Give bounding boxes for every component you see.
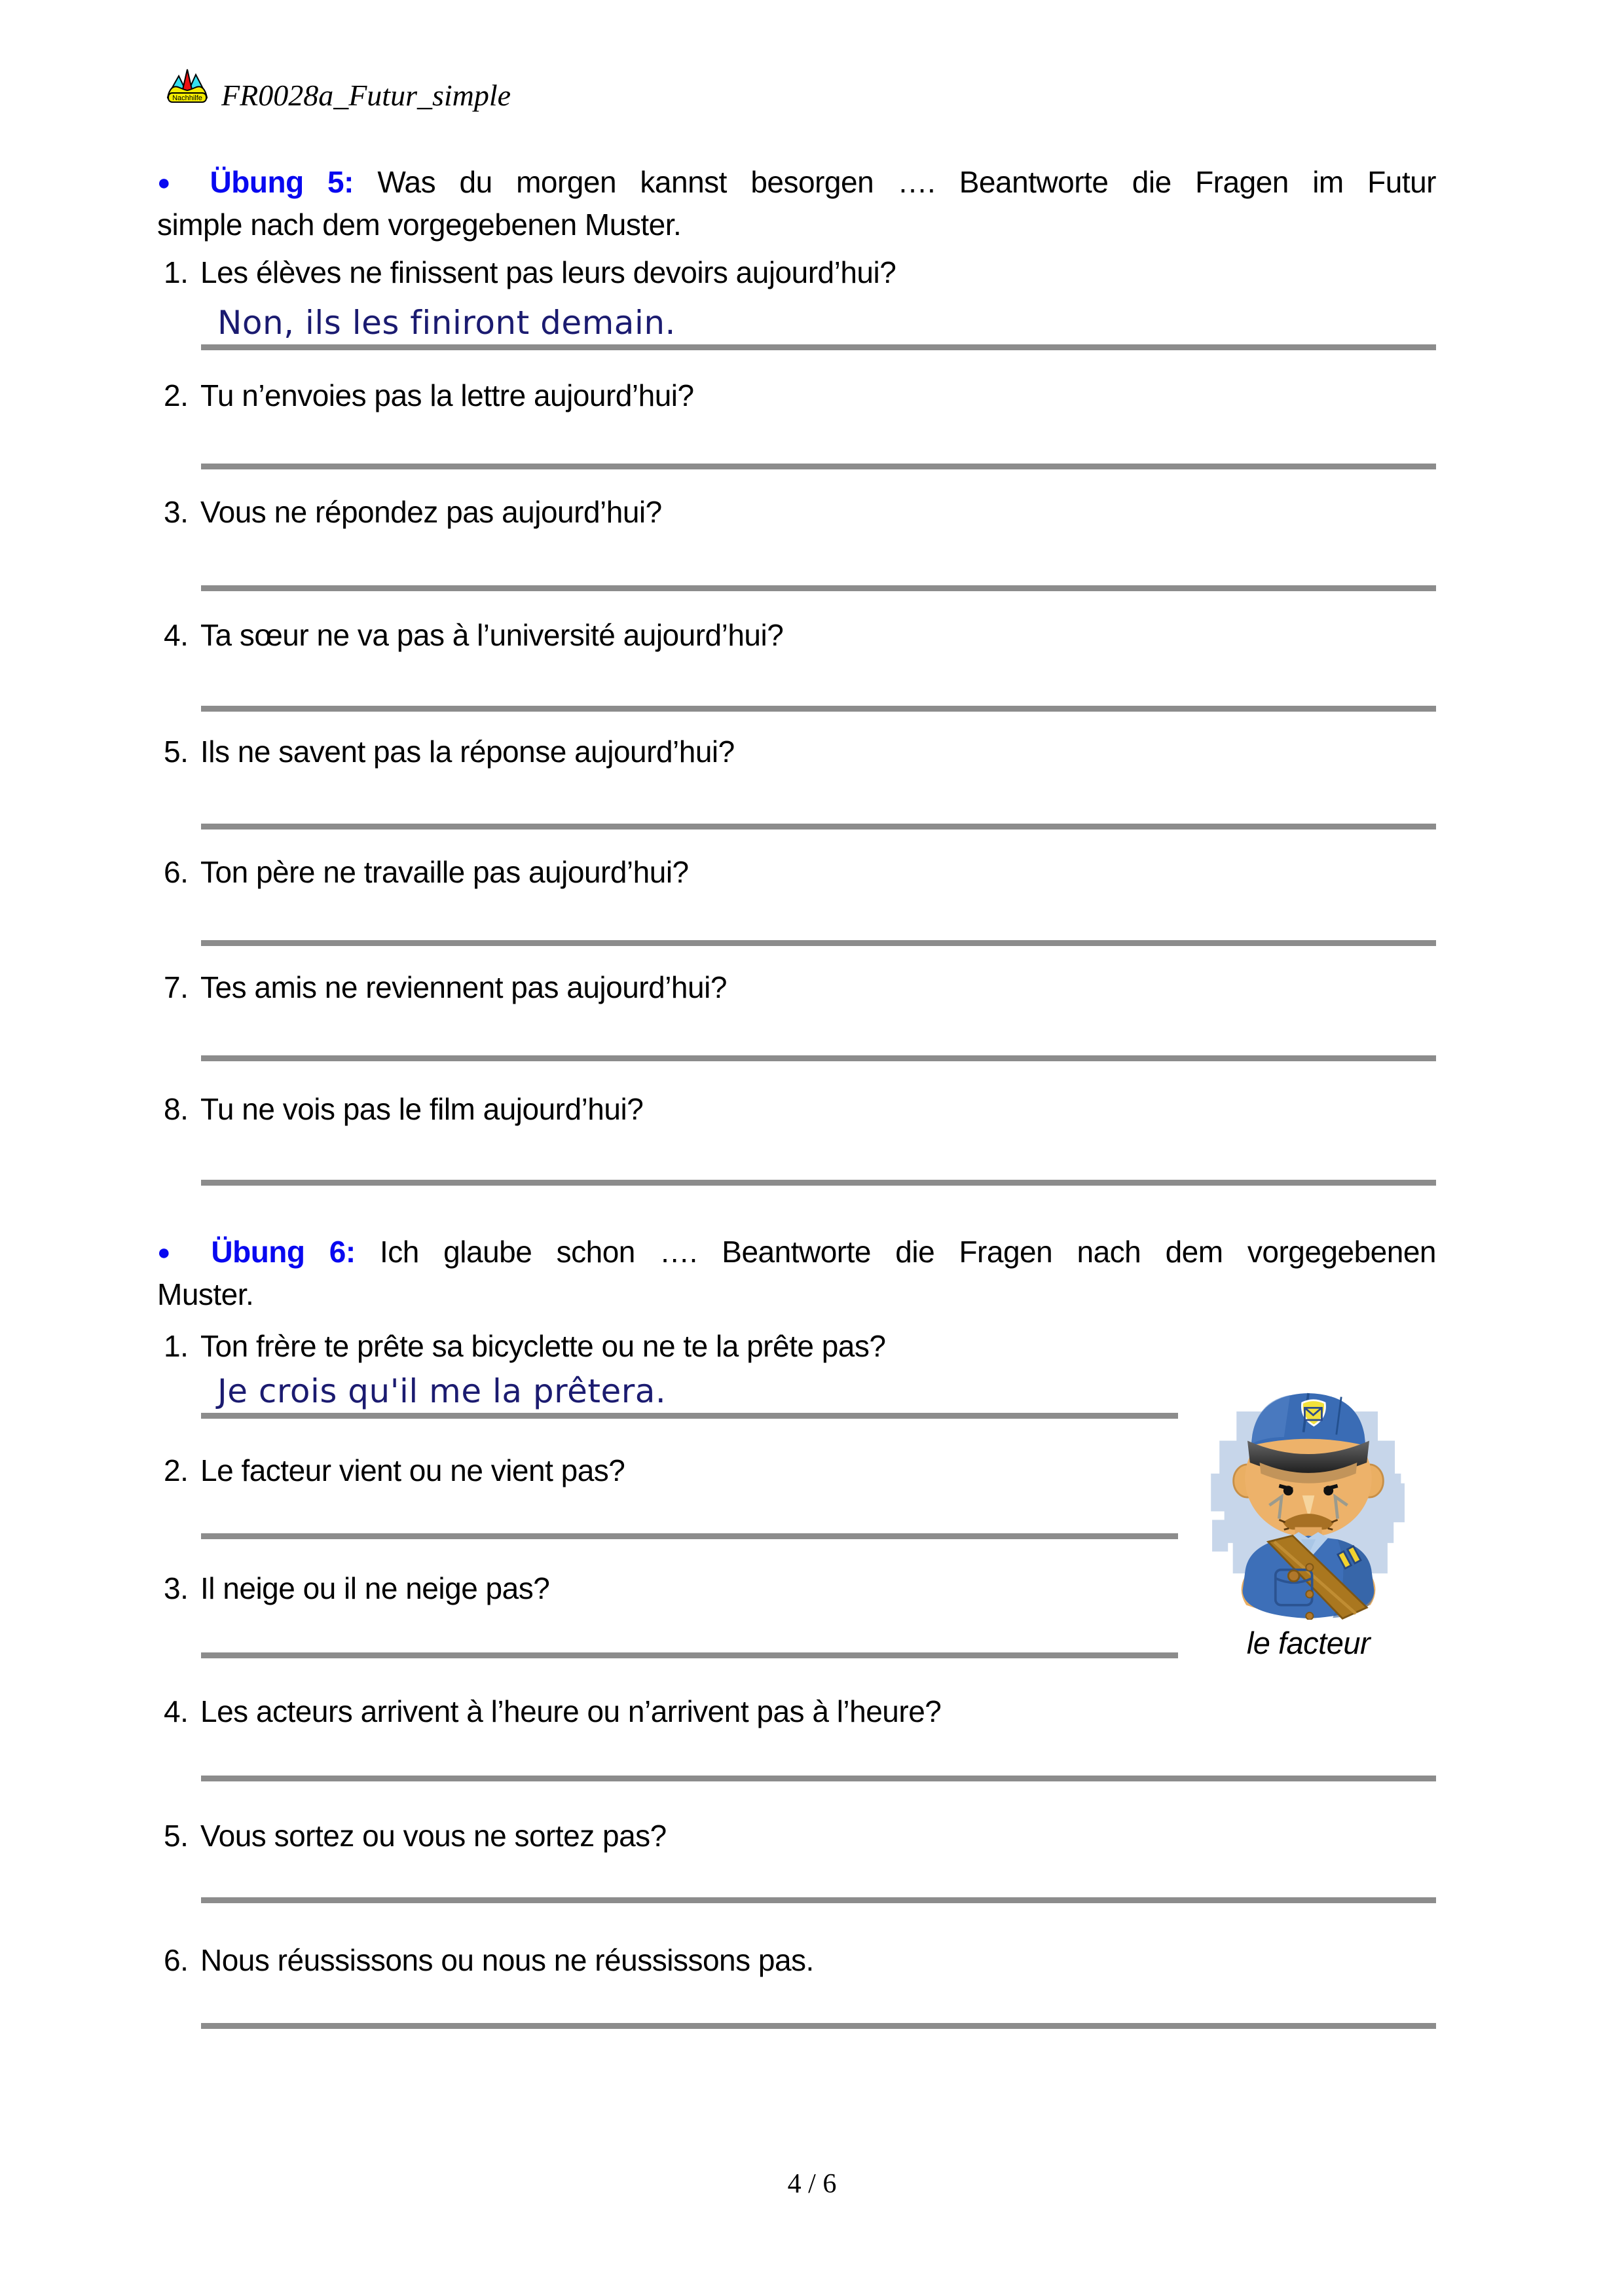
question-item: [164, 1817, 1431, 1854]
question-text: Tes amis ne reviennent pas aujourd’hui?: [200, 970, 727, 1004]
answer-line[interactable]: [201, 1413, 1178, 1419]
question-number: 1.: [164, 255, 189, 289]
question-text: Ils ne savent pas la réponse aujourd’hui?: [200, 735, 735, 769]
answer-line[interactable]: [201, 1180, 1436, 1186]
answer-line[interactable]: [201, 1533, 1178, 1539]
question-number: 3.: [164, 495, 189, 529]
answer-line[interactable]: [201, 344, 1436, 350]
question-text: Vous sortez ou vous ne sortez pas?: [200, 1819, 667, 1853]
question-number: 7.: [164, 970, 189, 1004]
document-title: FR0028a_Futur_simple: [221, 79, 511, 112]
exercise5-heading: [157, 161, 1436, 246]
answer-line[interactable]: [201, 585, 1436, 591]
figure-caption: le facteur: [1246, 1626, 1371, 1660]
exercise5-heading-line1: [157, 161, 1436, 204]
question-number: 1.: [164, 1329, 189, 1363]
question-item: [164, 1452, 1172, 1489]
exercise6-label: Übung 6:: [211, 1235, 356, 1269]
bullet-icon: ●: [157, 1240, 187, 1265]
question-item: [164, 1693, 1431, 1730]
exercise6-intro-line1: Ich glaube schon …. Beantworte die Fragen nach dem vorgegebenen: [380, 1235, 1437, 1269]
postman-illustration: [1204, 1376, 1413, 1620]
exercise5-label: Übung 5:: [210, 165, 354, 199]
exercise6-heading-line1: [157, 1231, 1436, 1273]
question-item: [164, 617, 1431, 653]
question-text: Il neige ou il ne neige pas?: [200, 1571, 550, 1605]
question-number: 3.: [164, 1571, 189, 1605]
answer-line[interactable]: [201, 824, 1436, 829]
question-number: 2.: [164, 1453, 189, 1487]
question-text: Le facteur vient ou ne vient pas?: [200, 1453, 625, 1487]
question-text: Ton père ne travaille pas aujourd’hui?: [200, 855, 689, 889]
question-item: [164, 254, 1431, 291]
nachhilfe-logo: [166, 67, 208, 105]
question-text: Tu n’envoies pas la lettre aujourd’hui?: [200, 378, 694, 412]
question-item: [164, 1091, 1431, 1127]
question-text: Ton frère te prête sa bicyclette ou ne te la prête pas?: [200, 1329, 886, 1363]
answer-line[interactable]: [201, 2023, 1436, 2029]
question-number: 2.: [164, 378, 189, 412]
exercise5-intro-line2: simple nach dem vorgegebenen Muster.: [157, 208, 682, 242]
question-number: 4.: [164, 1694, 189, 1728]
answer-line[interactable]: [201, 1055, 1436, 1061]
exercise5-intro-line1: Was du morgen kannst besorgen …. Beantworte die Fragen im Futur: [377, 165, 1437, 199]
exercise6-heading: [157, 1231, 1436, 1315]
answer-line[interactable]: [201, 1652, 1178, 1658]
question-item: [164, 494, 1431, 530]
exercise6-intro-line2: Muster.: [157, 1277, 254, 1311]
question-item: [164, 854, 1431, 890]
question-item: [164, 1942, 1431, 1978]
logo-text: Nachhilfe: [172, 94, 202, 102]
question-text: Nous réussissons ou nous ne réussissons pas.: [200, 1943, 814, 1977]
question-item: [164, 969, 1431, 1006]
answer-line[interactable]: [201, 464, 1436, 469]
question-number: 4.: [164, 618, 189, 652]
question-item: [164, 1570, 1172, 1607]
question-text: Vous ne répondez pas aujourd’hui?: [200, 495, 662, 529]
question-item: [164, 377, 1431, 414]
question-number: 6.: [164, 1943, 189, 1977]
answer-line[interactable]: [201, 706, 1436, 712]
question-text: Tu ne vois pas le film aujourd’hui?: [200, 1092, 644, 1126]
sample-answer: Je crois qu'il me la prêtera.: [217, 1372, 667, 1410]
question-text: Les élèves ne finissent pas leurs devoirs aujourd’hui?: [200, 255, 896, 289]
question-item: [164, 733, 1431, 770]
answer-line[interactable]: [201, 1776, 1436, 1781]
question-number: 6.: [164, 855, 189, 889]
bullet-icon: ●: [157, 170, 187, 195]
answer-line[interactable]: [201, 940, 1436, 946]
answer-line[interactable]: [201, 1897, 1436, 1903]
question-number: 8.: [164, 1092, 189, 1126]
sample-answer: Non, ils les finiront demain.: [217, 304, 676, 342]
question-item: [164, 1328, 1172, 1364]
question-number: 5.: [164, 735, 189, 769]
question-number: 5.: [164, 1819, 189, 1853]
question-text: Ta sœur ne va pas à l’université aujourd’hui?: [200, 618, 784, 652]
question-text: Les acteurs arrivent à l’heure ou n’arrivent pas à l’heure?: [200, 1694, 942, 1728]
page-number: 4 / 6: [787, 2169, 837, 2199]
